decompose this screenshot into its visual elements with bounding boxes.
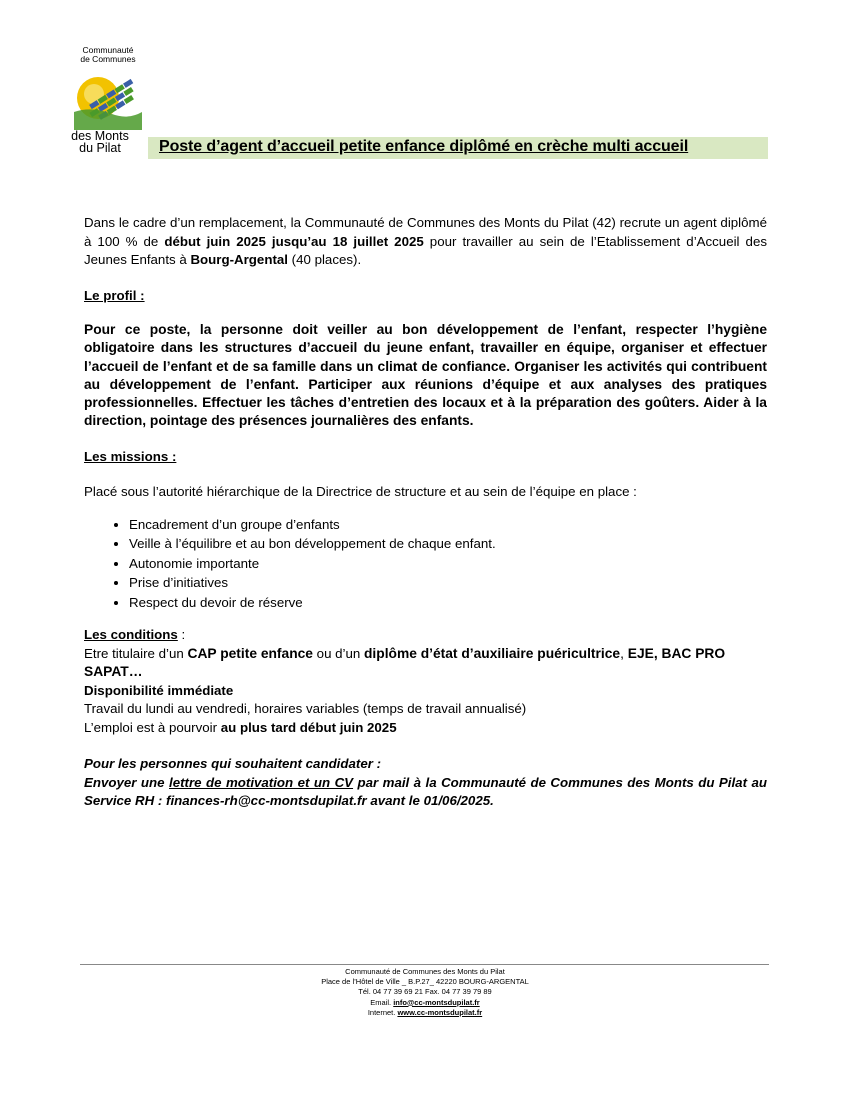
- job-posting-body: [84, 214, 767, 811]
- footer-email-label: Email.: [370, 997, 394, 1007]
- cond-start-date: au plus tard début juin 2025: [220, 719, 397, 735]
- missions-list: [84, 515, 767, 613]
- logo-line-4: du Pilat: [79, 141, 121, 155]
- footer-email-line: [0, 998, 850, 1008]
- conditions-heading-label: Les conditions: [84, 627, 178, 643]
- conditions-start: [84, 719, 767, 738]
- list-item: • Autonomie importante: [129, 554, 767, 574]
- cond-text-3: ,: [620, 645, 628, 661]
- logo-line-1: Communauté: [82, 45, 134, 55]
- footer-web-line: [0, 1008, 850, 1018]
- logo-line-3: des Monts: [71, 129, 129, 143]
- list-item: • Respect du devoir de réserve: [129, 593, 767, 613]
- footer-email-link[interactable]: info@cc-montsdupilat.fr: [393, 997, 480, 1007]
- missions-intro: Placé sous l’autorité hiérarchique de la Directrice de structure et au sein de l’équipe en place :: [84, 484, 637, 500]
- footer: [0, 967, 850, 1018]
- intro-location: Bourg-Argental: [190, 252, 288, 267]
- profile-paragraph: Pour ce poste, la personne doit veiller au bon développement de l’enfant, respecter l’hygiène obligatoire dans les structures d’accueil du jeune enfant, travailler en équipe, organiser et effectuer l’accueil de l’enfant et de sa famille dans un climat de confiance. Organiser les activités qui contribuent au développement de l’enfant. Participer aux réunions d’équipe et aux analyses des pratiques professionnelles. Effectuer les tâches d’entretien des locaux et à la préparation des goûters. Aider à la direction, pointage des présences journalières des enfants.: [84, 322, 767, 429]
- conditions-qualification: [84, 645, 767, 682]
- cond-diploma: diplôme d’état d’auxiliaire puéricultrice: [364, 645, 621, 661]
- footer-org: Communauté de Communes des Monts du Pilat: [345, 967, 505, 976]
- page-title: Poste d’agent d’accueil petite enfance diplômé en crèche multi accueil: [159, 138, 689, 155]
- footer-phone: Tél. 04 77 39 69 21 Fax. 04 77 39 79 89: [358, 987, 492, 997]
- logo: [66, 46, 148, 162]
- footer-divider: [80, 964, 769, 965]
- logo-top-text: [72, 46, 144, 64]
- conditions-heading: [84, 626, 767, 645]
- conditions-schedule: Travail du lundi au vendredi, horaires variables (temps de travail annualisé): [84, 701, 527, 717]
- cond-other-diplomas: EJE, BAC PRO SAPAT…: [84, 645, 726, 680]
- app-text-2: par mail à la Communauté de Communes des Monts du Pilat au Service RH : finances-rh@cc-montsdupilat.fr avant le 01/06/2025.: [84, 774, 767, 809]
- cond-cap: CAP petite enfance: [187, 645, 313, 661]
- intro-text-2: pour travailler au sein de l’Etablissement d’Accueil des Jeunes Enfants à: [84, 233, 767, 267]
- app-documents: lettre de motivation et un CV: [169, 774, 354, 790]
- list-item: • Encadrement d’un groupe d’enfants: [129, 515, 767, 535]
- cond-text-1: Etre titulaire d’un: [84, 645, 188, 661]
- logo-emblem-icon: [72, 66, 144, 130]
- footer-web-link[interactable]: www.cc-montsdupilat.fr: [397, 1007, 483, 1017]
- application-heading: Pour les personnes qui souhaitent candidater :: [84, 756, 382, 772]
- intro-paragraph: [84, 214, 767, 270]
- logo-bottom-text: [68, 130, 132, 154]
- missions-heading: Les missions :: [84, 448, 177, 464]
- logo-line-2: de Communes: [80, 54, 136, 64]
- profile-heading: Le profil :: [84, 287, 145, 303]
- application-instructions: [84, 774, 767, 811]
- footer-web-label: Internet.: [367, 1007, 398, 1017]
- intro-text-3: (40 places).: [287, 252, 362, 267]
- app-text-1: Envoyer une: [84, 774, 170, 790]
- intro-text-1: Dans le cadre d’un remplacement, la Communauté de Communes des Monts du Pilat (42) recrute un agent diplômé à 100 % de: [84, 215, 767, 249]
- cond-availability-text: Disponibilité immédiate: [84, 682, 234, 698]
- list-item: • Veille à l’équilibre et au bon développement de chaque enfant.: [129, 534, 767, 554]
- cond-start-text: L’emploi est à pourvoir: [84, 719, 221, 735]
- cond-text-2: ou d’un: [312, 645, 364, 661]
- intro-dates: début juin 2025 jusqu’au 18 juillet 2025: [164, 233, 424, 249]
- conditions-heading-suffix: :: [177, 627, 186, 643]
- conditions-availability: [84, 682, 767, 701]
- footer-address: Place de l’Hôtel de Ville _ B.P.27_ 42220 BOURG-ARGENTAL: [321, 977, 529, 987]
- list-item: • Prise d’initiatives: [129, 573, 767, 593]
